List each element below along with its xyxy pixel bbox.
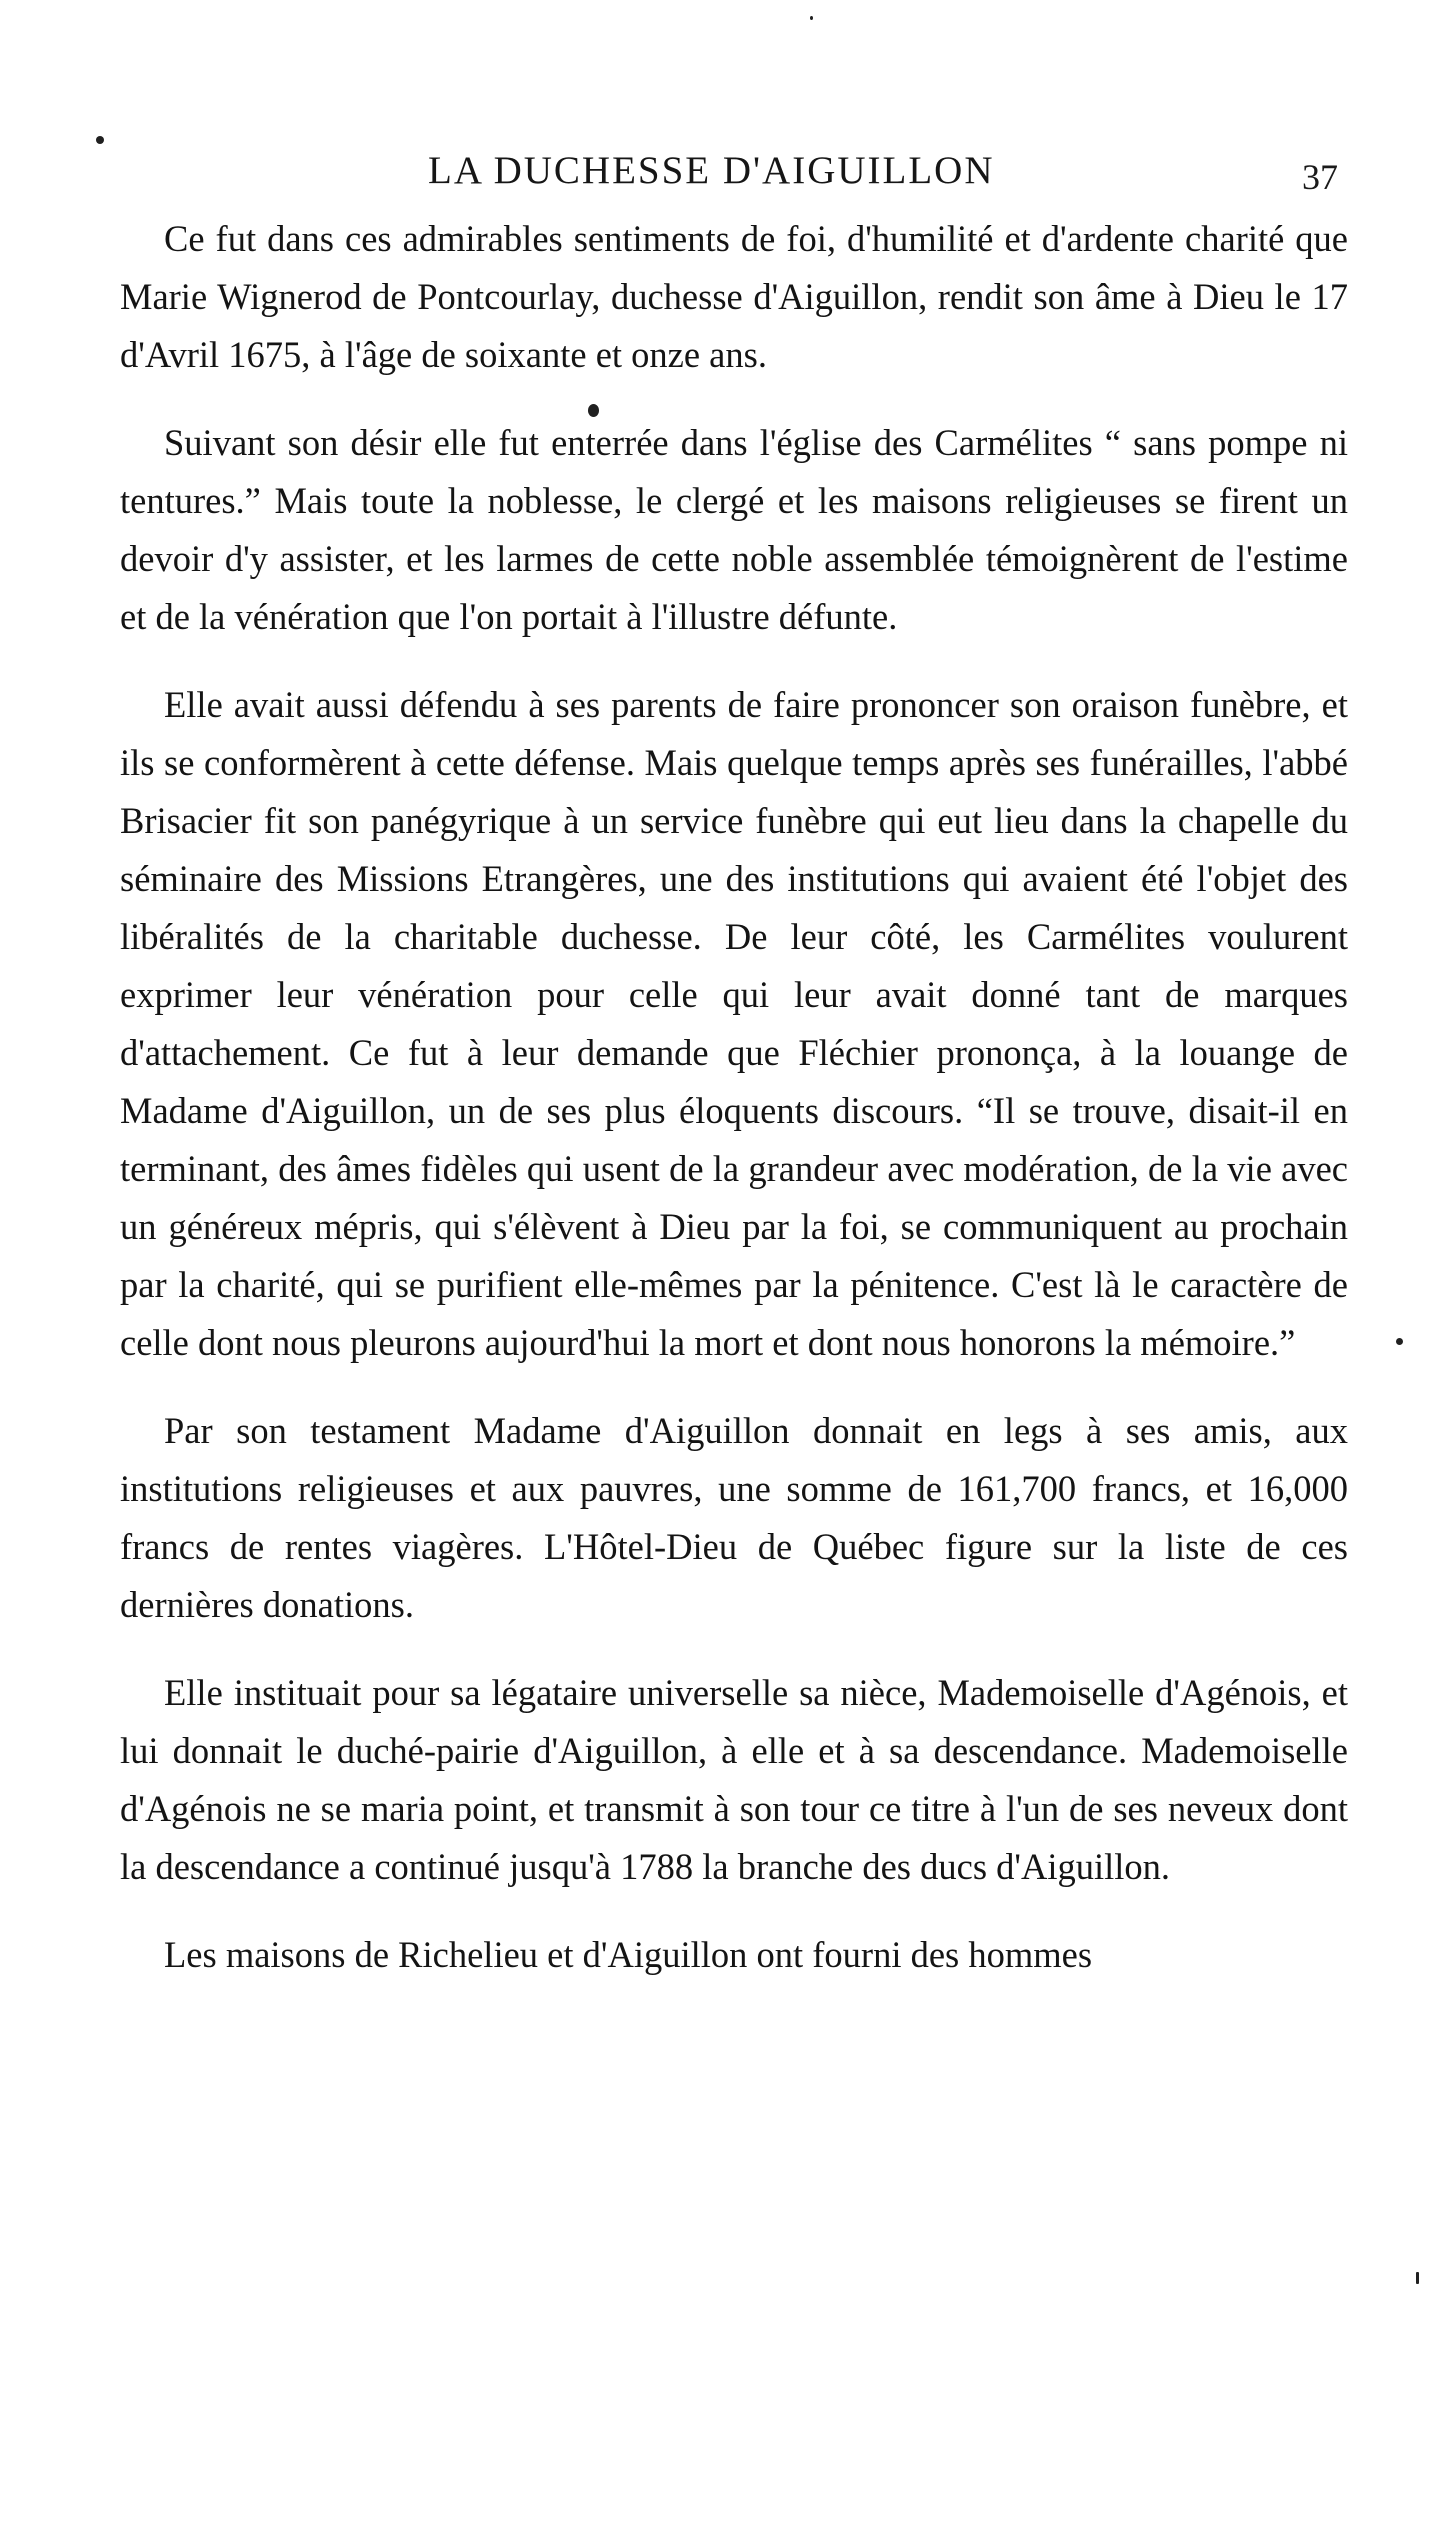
scan-speck	[810, 16, 813, 20]
paragraph-testament: Par son testament Madame d'Aiguillon donnait en legs à ses amis, aux institutions religieuses et aux pauvres, une somme de 161,700 francs, et 16,000 francs de rentes viagères. L'Hôtel-Dieu de Québec figure sur la liste de ces dernières donations.	[120, 1410, 1348, 1625]
scan-speck	[1396, 1338, 1403, 1345]
running-header	[0, 148, 1452, 208]
scan-speck	[1416, 2272, 1419, 2284]
paragraph-burial: Suivant son désir elle fut enterrée dans l'église des Carmélites “ sans pompe ni tentures.” Mais toute la noblesse, le clergé et les maisons religieuses se firent un devoir d'y assister, et les larmes de cette noble assemblée témoignèrent de l'estime et de la vénération que l'on portait à l'illustre défunte.	[120, 422, 1348, 637]
scan-speck	[588, 404, 599, 417]
paragraph-houses: Les maisons de Richelieu et d'Aiguillon ont fourni des hommes	[164, 1934, 1093, 1975]
body-text	[120, 210, 1348, 1984]
paragraph-funeral-oration: Elle avait aussi défendu à ses parents de faire prononcer son oraison funèbre, et ils se conformèrent à cette défense. Mais quelque temps après ses funérailles, l'abbé Brisacier fit son panégyrique à un service funèbre qui eut lieu dans la chapelle du séminaire des Missions Etrangères, une des institutions qui avaient été l'objet des libéralités de la charitable duchesse. De leur côté, les Carmélites voulurent exprimer leur vénération pour celle qui leur avait donné tant de marques d'attachement. Ce fut à leur demande que Fléchier prononça, à la louange de Madame d'Aiguillon, un de ses plus éloquents discours. “Il se trouve, disait-il en terminant, des âmes fidèles qui usent de la grandeur avec modération, de la vie avec un généreux mépris, qui s'élèvent à Dieu par la foi, se communiquent au prochain par la charité, qui se purifient elle-mêmes par la pénitence. C'est là le caractère de celle dont nous pleurons aujourd'hui la mort et dont nous honorons la mémoire.”	[120, 684, 1348, 1363]
paragraph-heir: Elle instituait pour sa légataire universelle sa nièce, Mademoiselle d'Agénois, et lui donnait le duché-pairie d'Aiguillon, à elle et à sa descendance. Mademoiselle d'Agénois ne se maria point, et transmit à son tour ce titre à l'un de ses neveux dont la descendance a continué jusqu'à 1788 la branche des ducs d'Aiguillon.	[120, 1672, 1348, 1887]
paragraph-death: Ce fut dans ces admirables sentiments de foi, d'humilité et d'ardente charité que Marie Wignerod de Pontcourlay, duchesse d'Aiguillon, rendit son âme à Dieu le 17 d'Avril 1675, à l'âge de soixante et onze ans.	[120, 218, 1348, 375]
page-number: 37	[1302, 157, 1338, 197]
scan-speck	[96, 136, 104, 144]
running-title: LA DUCHESSE D'AIGUILLON	[428, 149, 995, 192]
